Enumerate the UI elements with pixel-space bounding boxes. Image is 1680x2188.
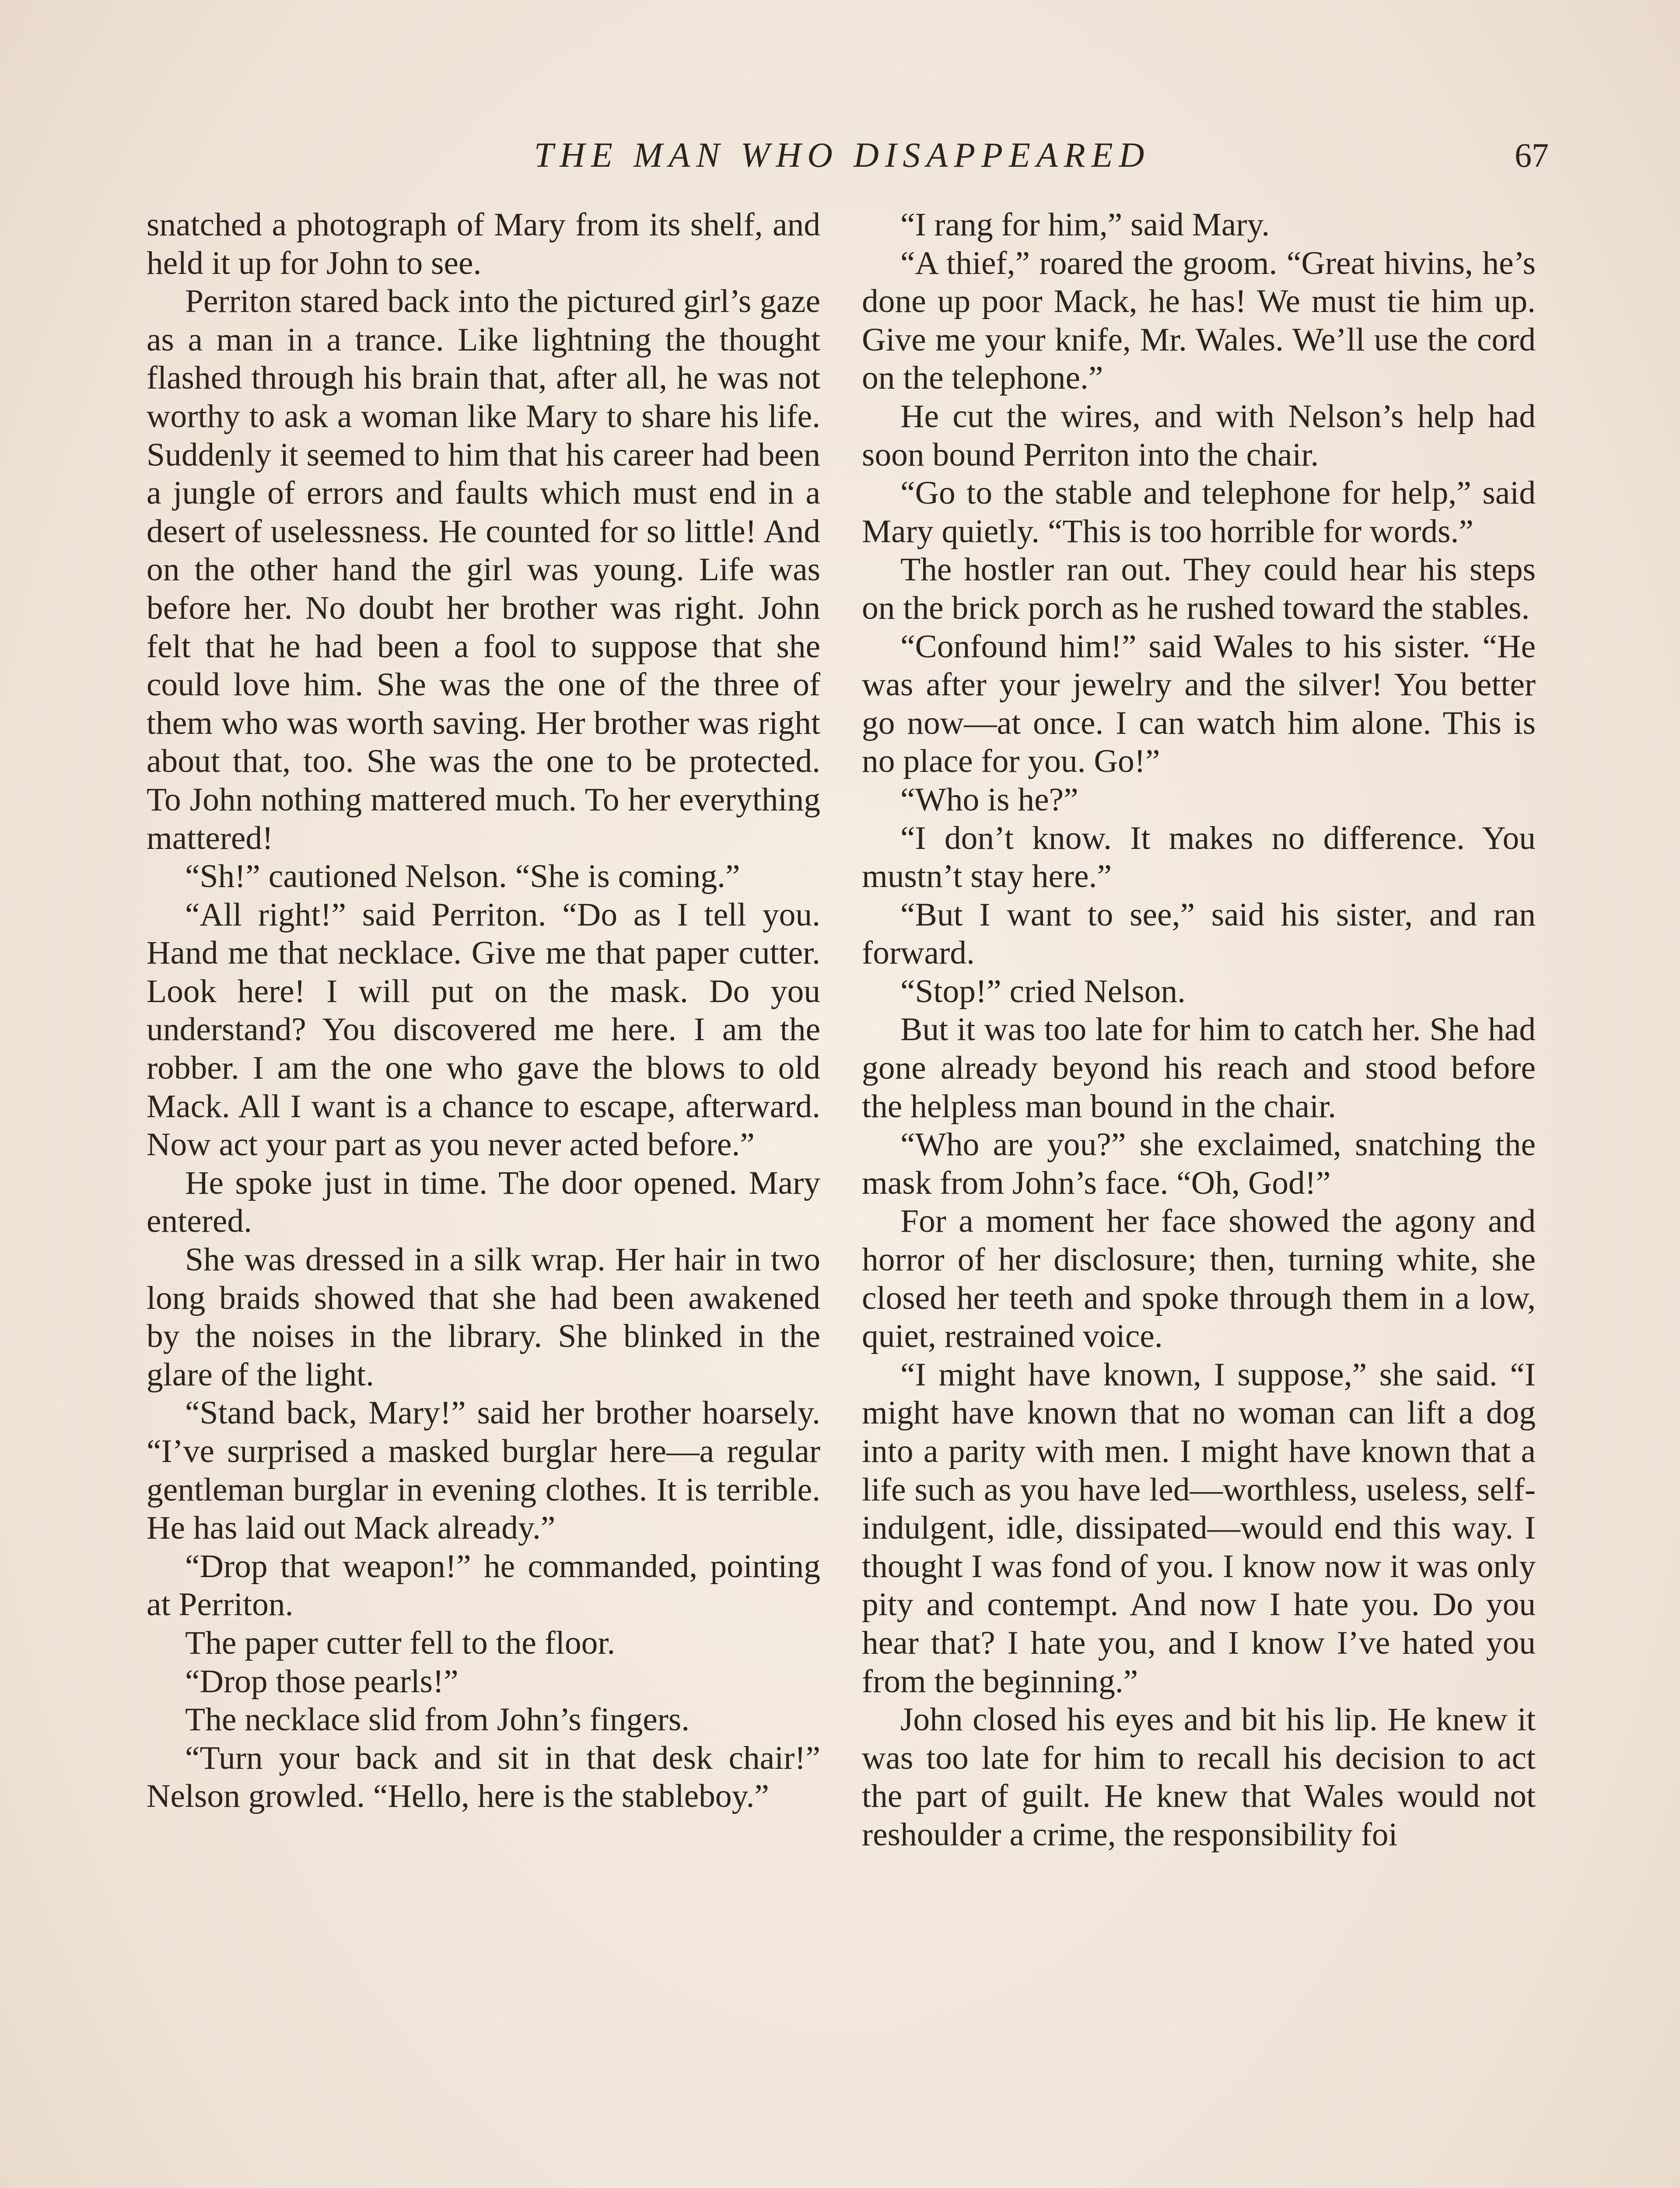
- paragraph: “But I want to see,” said his sister, and ran forward.: [862, 896, 1536, 971]
- paragraph: She was dressed in a silk wrap. Her hair in two long braids showed that she had been awakened by the noises in the library. She blinked in the glare of the light.: [147, 1241, 820, 1393]
- paragraph: “Drop those pearls!”: [185, 1663, 458, 1700]
- page-header: [136, 131, 1549, 179]
- paragraph: John closed his eyes and bit his lip. He knew it was too late for him to recall his decision to act the part of guilt. He knew that Wales would not reshoulder a crime, the responsibility foi: [862, 1701, 1536, 1853]
- paragraph: “Who are you?” she exclaimed, snatching the mask from John’s face. “Oh, God!”: [862, 1126, 1536, 1201]
- paragraph: “A thief,” roared the groom. “Great hivins, he’s done up poor Mack, he has! We must tie him up. Give me your knife, Mr. Wales. We’ll use the cord on the telephone.”: [862, 245, 1536, 396]
- paragraph: snatched a photograph of Mary from its shelf, and held it up for John to see.: [147, 207, 820, 281]
- paragraph: “Drop that weapon!” he commanded, pointing at Perriton.: [147, 1548, 820, 1623]
- paragraph: “Stand back, Mary!” said her brother hoarsely. “I’ve surprised a masked burglar here—a regular gentleman burglar in evening clothes. It is terrible. He has laid out Mack already.”: [147, 1395, 820, 1546]
- paragraph: “Who is he?”: [900, 781, 1078, 818]
- paragraph: “Stop!” cried Nelson.: [900, 973, 1186, 1010]
- paragraph: “I rang for him,” said Mary.: [900, 207, 1270, 243]
- paragraph: “Sh!” cautioned Nelson. “She is coming.”: [185, 858, 740, 895]
- paragraph: He spoke just in time. The door opened. Mary entered.: [147, 1164, 820, 1240]
- paragraph: Perriton stared back into the pictured girl’s gaze as a man in a trance. Like lightning the thought flashed through his brain that, after all, he was not worthy to ask a woman like Mary to share his life. Suddenly it seemed to him that his career had been a jungle of errors and faults which must end in a desert of uselessness. He counted for so little! And on the other hand the girl was young. Life was before her. No doubt her brother was right. John felt that he had been a fool to suppose that she could love him. She was the one of the three of them who was worth saving. Her brother was right about that, too. She was the one to be protected. To John nothing mattered much. To her everything mattered!: [147, 283, 820, 856]
- paragraph: “I might have known, I suppose,” she said. “I might have known that no woman can lift a dog into a parity with men. I might have known that a life such as you have led—worthless, useless, self-indulgent, idle, dissipated—would end this way. I thought I was fond of you. I know now it was only pity and contempt. And now I hate you. Do you hear that? I hate you, and I know I’ve hated you from the beginning.”: [862, 1356, 1536, 1700]
- paragraph: The hostler ran out. They could hear his steps on the brick porch as he rushed toward the stables.: [862, 551, 1536, 626]
- page-number: 67: [1515, 136, 1549, 174]
- paragraph: But it was too late for him to catch her. She had gone already beyond his reach and stood before the helpless man bound in the chair.: [862, 1011, 1536, 1125]
- running-title: THE MAN WHO DISAPPEARED: [534, 136, 1151, 175]
- right-column: [862, 206, 1536, 1854]
- paragraph: For a moment her face showed the agony and horror of her disclosure; then, turning white, she closed her teeth and spoke through them in a low, quiet, restrained voice.: [862, 1203, 1536, 1355]
- paragraph: The paper cutter fell to the floor.: [185, 1624, 616, 1661]
- paragraph: “Go to the stable and telephone for help,” said Mary quietly. “This is too horrible for words.”: [862, 475, 1536, 550]
- paragraph: “All right!” said Perriton. “Do as I tell you. Hand me that necklace. Give me that paper cutter. Look here! I will put on the mask. Do you understand? You discovered me here. I am the robber. I am the one who gave the blows to old Mack. All I want is a chance to escape, afterward. Now act your part as you never acted before.”: [147, 896, 820, 1163]
- paragraph: He cut the wires, and with Nelson’s help had soon bound Perriton into the chair.: [862, 398, 1536, 473]
- paragraph: The necklace slid from John’s fingers.: [185, 1701, 690, 1738]
- paragraph: “Confound him!” said Wales to his sister. “He was after your jewelry and the silver! You better go now—at once. I can watch him alone. This is no place for you. Go!”: [862, 628, 1536, 780]
- paragraph: “I don’t know. It makes no difference. You mustn’t stay here.”: [862, 820, 1536, 895]
- left-column: [147, 206, 820, 1816]
- paragraph: “Turn your back and sit in that desk chair!” Nelson growled. “Hello, here is the stableboy.”: [147, 1739, 820, 1815]
